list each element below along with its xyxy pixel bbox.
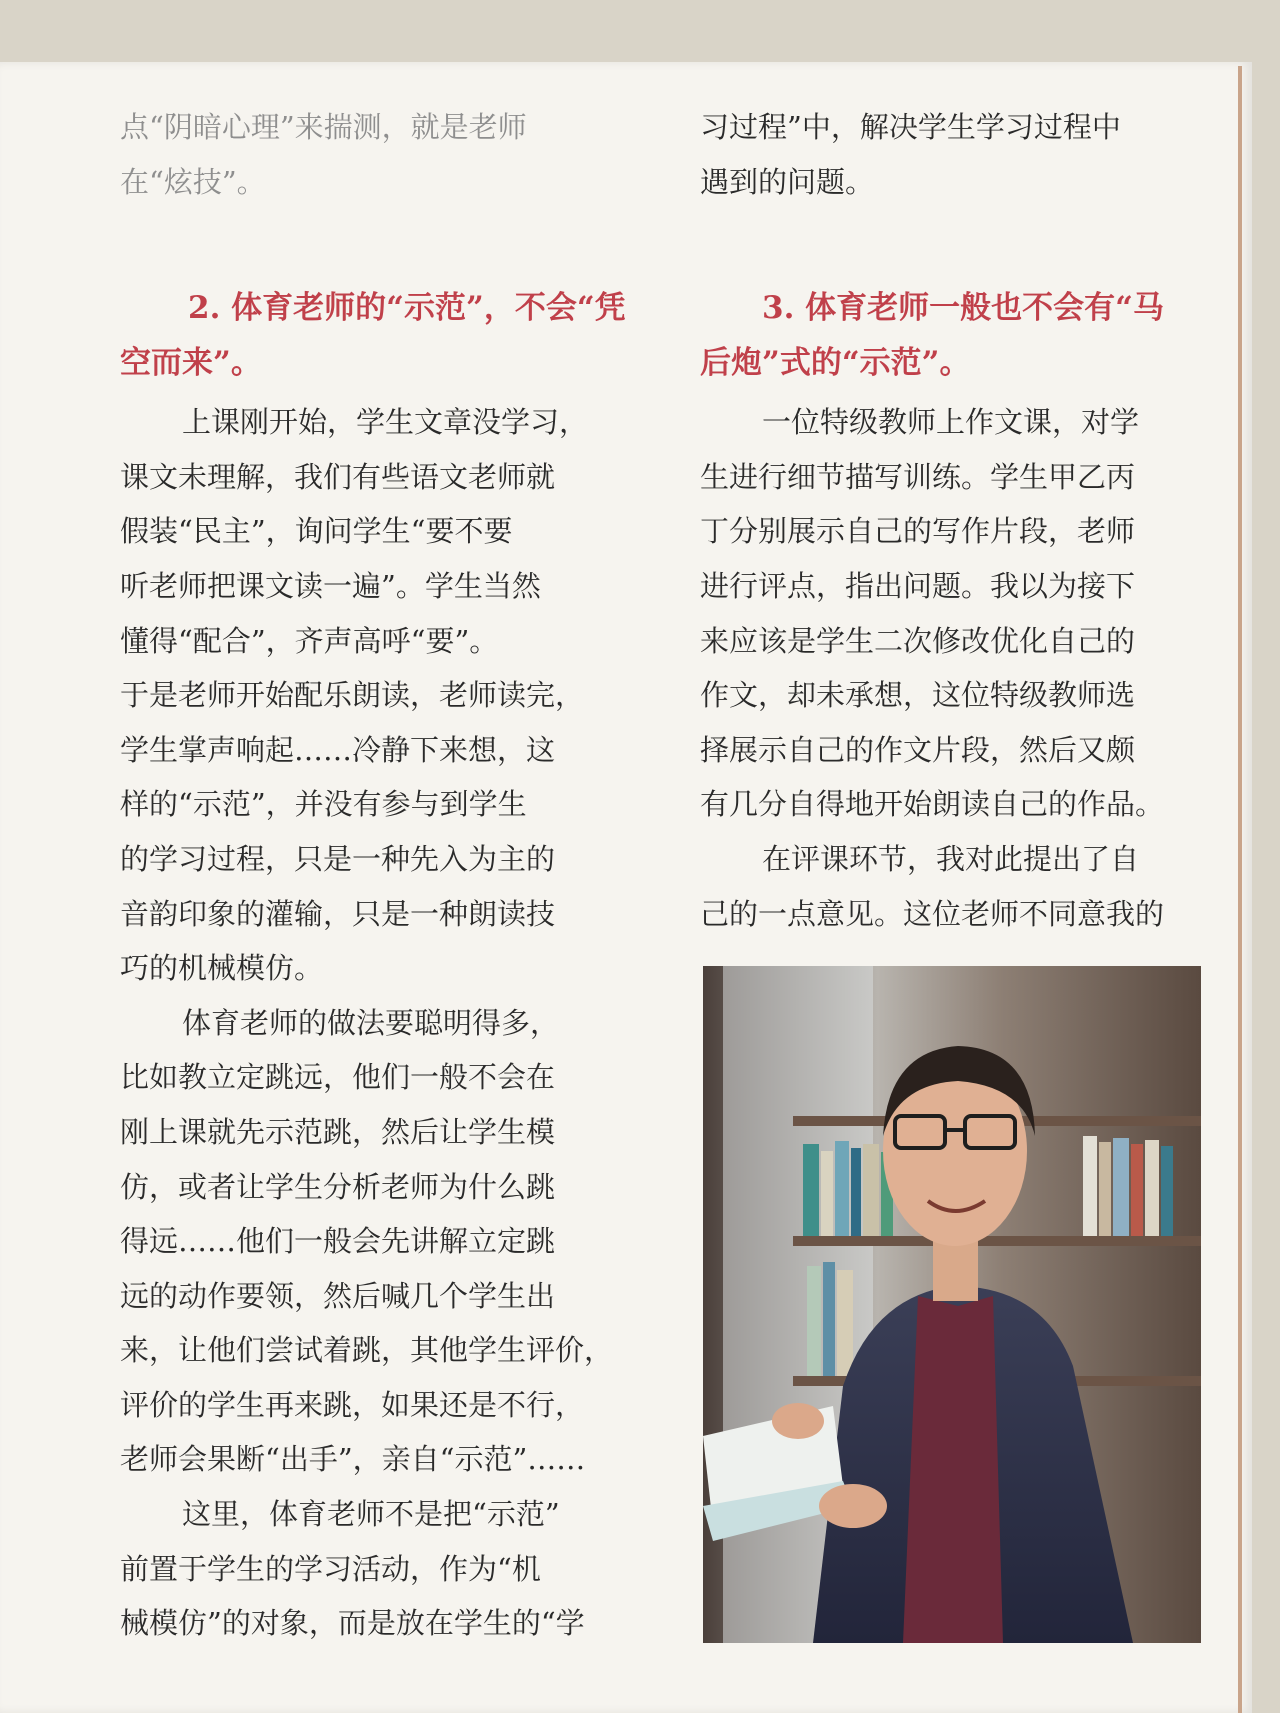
- right-paragraph-2: [700, 832, 1208, 941]
- text-line: 样的“示范”，并没有参与到学生: [120, 787, 527, 822]
- text-line: 课文未理解，我们有些语文老师就: [120, 459, 556, 494]
- text-line: 听老师把课文读一遍”。学生当然: [120, 568, 541, 603]
- text-line: 懂得“配合”，齐声高呼“要”。: [120, 623, 499, 658]
- text-line: 评价的学生再来跳，如果还是不行，: [120, 1387, 585, 1422]
- right-column: [700, 100, 1208, 941]
- text-line: 在“炫技”。: [120, 164, 266, 199]
- text-line: 丁分别展示自己的写作片段，老师: [700, 514, 1136, 549]
- left-paragraph-3: [120, 1487, 640, 1651]
- heading-line: 后炮”式的“示范”。: [700, 345, 971, 382]
- text-line: 假装“民主”，询问学生“要不要: [120, 514, 513, 549]
- section-heading-3: [700, 281, 1208, 391]
- heading-line: 2. 体育老师的“示范”，不会“凭: [188, 290, 626, 327]
- section-heading-2: [120, 281, 640, 391]
- portrait-photo-icon: [703, 966, 1201, 1643]
- text-line: 上课刚开始，学生文章没学习，: [182, 405, 589, 440]
- text-line: 仿，或者让学生分析老师为什么跳: [120, 1169, 556, 1204]
- left-column: [120, 100, 640, 1651]
- portrait-illustration: [703, 966, 1201, 1643]
- text-line: 来应该是学生二次修改优化自己的: [700, 623, 1136, 658]
- text-line: 比如教立定跳远，他们一般不会在: [120, 1060, 556, 1095]
- text-line: 于是老师开始配乐朗读，老师读完，: [120, 678, 585, 713]
- text-line: 遇到的问题。: [700, 164, 875, 199]
- text-line: 作文，却未承想，这位特级教师选: [700, 678, 1136, 713]
- text-line: 在评课环节，我对此提出了自: [762, 841, 1140, 876]
- heading-line: 3. 体育老师一般也不会有“马: [762, 290, 1164, 327]
- text-line: 学生掌声响起……冷静下来想，这: [120, 732, 556, 767]
- text-line: 进行评点，指出问题。我以为接下: [700, 568, 1136, 603]
- text-line: 一位特级教师上作文课，对学: [762, 405, 1140, 440]
- right-lead-paragraph: [700, 100, 1208, 209]
- text-line: 有几分自得地开始朗读自己的作品。: [700, 787, 1165, 822]
- text-line: 前置于学生的学习活动，作为“机: [120, 1551, 541, 1586]
- right-paragraph-1: [700, 395, 1208, 832]
- text-line: 老师会果断“出手”，亲自“示范”……: [120, 1442, 586, 1477]
- left-paragraph-1: [120, 395, 640, 996]
- text-line: 械模仿”的对象，而是放在学生的“学: [120, 1606, 585, 1641]
- text-line: 习过程”中，解决学生学习过程中: [700, 110, 1121, 144]
- text-line: 这里，体育老师不是把“示范”: [182, 1497, 560, 1532]
- page-edge-line: [1238, 66, 1242, 1713]
- text-line: 刚上课就先示范跳，然后让学生模: [120, 1114, 556, 1149]
- text-line: 己的一点意见。这位老师不同意我的: [700, 896, 1165, 931]
- heading-line: 空而来”。: [120, 345, 262, 382]
- text-line: 的学习过程，只是一种先入为主的: [120, 841, 556, 876]
- text-line: 音韵印象的灌输，只是一种朗读技: [120, 896, 556, 931]
- text-line: 点“阴暗心理”来揣测，就是老师: [120, 110, 527, 144]
- text-line: 生进行细节描写训练。学生甲乙丙: [700, 459, 1136, 494]
- left-paragraph-2: [120, 996, 640, 1487]
- text-line: 得远……他们一般会先讲解立定跳: [120, 1224, 556, 1259]
- text-line: 远的动作要领，然后喊几个学生出: [120, 1278, 556, 1313]
- text-line: 体育老师的做法要聪明得多，: [182, 1005, 560, 1040]
- text-line: 来，让他们尝试着跳，其他学生评价，: [120, 1333, 614, 1368]
- text-line: 择展示自己的作文片段，然后又颇: [700, 732, 1136, 767]
- text-line: 巧的机械模仿。: [120, 951, 324, 986]
- left-lead-paragraph: [120, 100, 640, 209]
